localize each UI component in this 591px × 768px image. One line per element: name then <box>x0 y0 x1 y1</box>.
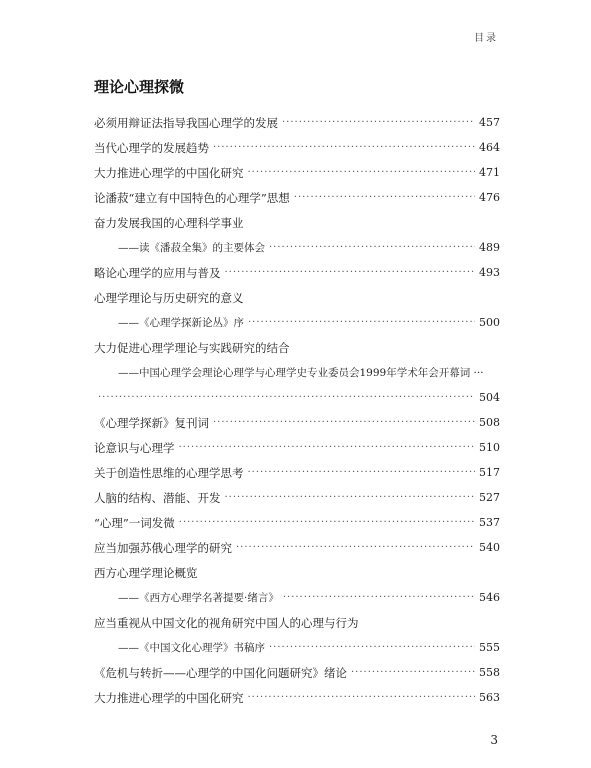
toc-page-number: 558 <box>479 666 500 679</box>
toc-entry-title-line <box>94 185 500 210</box>
toc-page-number: 563 <box>479 691 500 704</box>
dot-leader <box>248 317 475 328</box>
toc-entry[interactable] <box>94 510 500 535</box>
toc-entry-title: 大力推进心理学的中国化研究 <box>94 690 244 705</box>
dot-leader <box>213 142 475 153</box>
toc-entry-subtitle: ——《心理学探新论丛》序 <box>118 317 244 329</box>
toc-entry-title: 人脑的结构、潜能、开发 <box>94 490 221 505</box>
dot-leader <box>225 267 476 278</box>
toc-entry-subtitle: ——中国心理学会理论心理学与心理学史专业委员会1999年学术年会开幕词 ··· <box>118 367 484 379</box>
toc-entry-subtitle-line <box>94 360 500 385</box>
dot-leader <box>179 442 476 453</box>
toc-entry-title: “心理”一词发微 <box>94 515 175 530</box>
toc-entry-title: 论潘菽“建立有中国特色的心理学”思想 <box>94 190 290 205</box>
toc-entry[interactable] <box>94 335 500 410</box>
dot-leader <box>179 517 475 528</box>
toc-entry-title-line <box>94 110 500 135</box>
toc-entry-title: 必须用辩证法指导我国心理学的发展 <box>94 115 278 130</box>
dot-leader <box>98 392 475 403</box>
toc-entry[interactable] <box>94 185 500 210</box>
toc-page-number: 508 <box>479 416 500 429</box>
toc-page-number: 504 <box>479 391 500 404</box>
toc-entry-subtitle: ——《中国文化心理学》书稿序 <box>118 642 265 654</box>
toc-entry[interactable] <box>94 660 500 685</box>
dot-leader <box>269 242 475 253</box>
toc-entry-title-line <box>94 410 500 435</box>
toc-entry-title: 《危机与转折——心理学的中国化问题研究》绪论 <box>94 665 347 680</box>
toc-entry-subtitle-line <box>94 585 500 610</box>
toc-entry-subtitle-line <box>94 385 500 410</box>
toc-page-number: 476 <box>479 191 500 204</box>
toc-entry-title: 当代心理学的发展趋势 <box>94 140 209 155</box>
dot-leader <box>294 192 475 203</box>
toc-entry-title: 应当加强苏俄心理学的研究 <box>94 540 232 555</box>
toc-entry-title-line <box>94 435 500 460</box>
toc-page-number: 493 <box>479 266 500 279</box>
toc-entry-subtitle-line <box>94 310 500 335</box>
dot-leader <box>282 117 475 128</box>
toc-page-number: 546 <box>479 591 500 604</box>
toc-entry-title: 《心理学探新》复刊词 <box>94 415 209 430</box>
toc-page-number: 517 <box>479 466 500 479</box>
toc-entry[interactable] <box>94 560 500 610</box>
toc-page-number: 540 <box>479 541 500 554</box>
toc-page-number: 555 <box>479 641 500 654</box>
toc-entry-subtitle: ——读《潘菽全集》的主要体会 <box>118 242 265 254</box>
toc-page-number: 464 <box>479 141 500 154</box>
toc-entry[interactable] <box>94 410 500 435</box>
toc-entry-title-line <box>94 210 500 235</box>
toc-entry-title: 应当重视从中国文化的视角研究中国人的心理与行为 <box>94 615 359 630</box>
toc-entry[interactable] <box>94 160 500 185</box>
toc-entry-title-line <box>94 610 500 635</box>
toc-page-number: 537 <box>479 516 500 529</box>
toc-entry-title: 西方心理学理论概览 <box>94 565 198 580</box>
dot-leader <box>213 417 475 428</box>
toc-entry-title-line <box>94 510 500 535</box>
toc-entry-title-line <box>94 260 500 285</box>
toc-page-number: 471 <box>479 166 500 179</box>
toc-entry-subtitle: ——《西方心理学名著提要·绪言》 <box>118 592 279 604</box>
toc-entry-title-line <box>94 485 500 510</box>
toc-entry[interactable] <box>94 535 500 560</box>
toc-entry-title-line <box>94 535 500 560</box>
toc-entry[interactable] <box>94 210 500 260</box>
toc-page-number: 489 <box>479 241 500 254</box>
running-header: 目录 <box>474 33 498 44</box>
toc-entry[interactable] <box>94 110 500 135</box>
toc-entry-title: 奋力发展我国的心理科学事业 <box>94 215 244 230</box>
table-of-contents <box>94 110 500 710</box>
toc-entry-title: 论意识与心理学 <box>94 440 175 455</box>
dot-leader <box>283 592 475 603</box>
toc-entry-title: 略论心理学的应用与普及 <box>94 265 221 280</box>
toc-entry-title: 关于创造性思维的心理学思考 <box>94 465 244 480</box>
toc-entry[interactable] <box>94 485 500 510</box>
toc-entry-subtitle-line <box>94 235 500 260</box>
toc-entry-title-line <box>94 160 500 185</box>
toc-page-number: 510 <box>479 441 500 454</box>
section-title: 理论心理探微 <box>94 78 185 96</box>
toc-entry-subtitle-line <box>94 635 500 660</box>
toc-page-number: 500 <box>479 316 500 329</box>
dot-leader <box>248 692 476 703</box>
toc-entry[interactable] <box>94 285 500 335</box>
toc-entry-title-line <box>94 335 500 360</box>
dot-leader <box>248 167 476 178</box>
toc-entry[interactable] <box>94 135 500 160</box>
toc-entry[interactable] <box>94 260 500 285</box>
toc-page-number: 527 <box>479 491 500 504</box>
toc-page-number: 457 <box>479 116 500 129</box>
toc-entry-title: 大力促进心理学理论与实践研究的结合 <box>94 340 290 355</box>
toc-entry-title-line <box>94 560 500 585</box>
dot-leader <box>269 642 475 653</box>
page-number: 3 <box>490 733 498 747</box>
toc-entry[interactable] <box>94 460 500 485</box>
toc-entry-title-line <box>94 285 500 310</box>
toc-entry-title-line <box>94 460 500 485</box>
dot-leader <box>351 667 475 678</box>
toc-entry[interactable] <box>94 435 500 460</box>
dot-leader <box>248 467 476 478</box>
toc-entry-title: 大力推进心理学的中国化研究 <box>94 165 244 180</box>
toc-entry-title: 心理学理论与历史研究的意义 <box>94 290 244 305</box>
dot-leader <box>236 542 475 553</box>
toc-entry-title-line <box>94 135 500 160</box>
toc-entry-title-line <box>94 660 500 685</box>
dot-leader <box>225 492 476 503</box>
toc-entry[interactable] <box>94 610 500 660</box>
toc-entry-title-line <box>94 685 500 710</box>
toc-entry[interactable] <box>94 685 500 710</box>
